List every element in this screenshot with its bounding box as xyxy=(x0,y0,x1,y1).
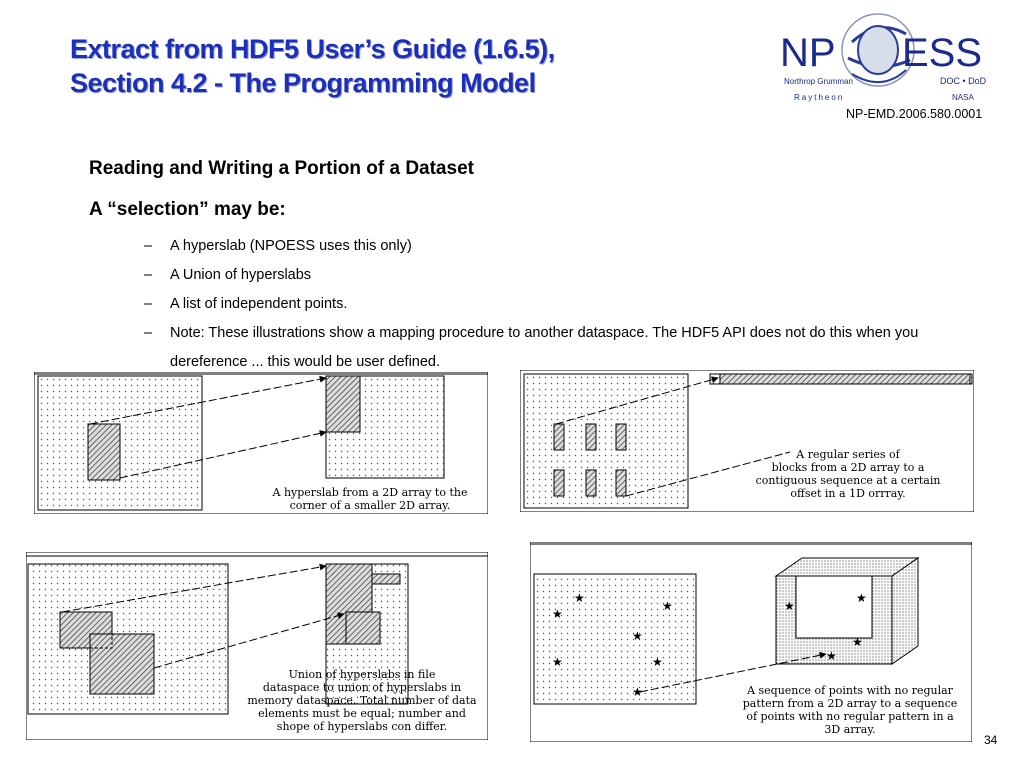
figure-regular-blocks xyxy=(520,370,974,512)
figure-caption-line: blocks from a 2D array to a xyxy=(771,461,925,474)
figure-caption-line: pattern from a 2D array to a sequence xyxy=(742,697,958,710)
figure-caption-line: A regular series of xyxy=(796,448,900,461)
logo-partner1: Northrop Grumman xyxy=(784,77,853,86)
logo-agency1: DOC • DoD xyxy=(940,76,987,86)
logo-name-right: ESS xyxy=(902,31,983,75)
bullet-list xyxy=(144,232,944,377)
bullet-text: A hyperslab (NPOESS uses this only) xyxy=(170,238,412,254)
source-array xyxy=(534,574,696,704)
slide-title-line2: Section 4.2 - The Programming Model xyxy=(70,68,536,98)
figure-union-hyperslabs xyxy=(26,552,488,740)
bullet-text: A Union of hyperslabs xyxy=(170,267,312,283)
figure-caption-line: A sequence of points with no regular xyxy=(747,684,953,697)
svg-text:★: ★ xyxy=(856,591,867,605)
bullet-text: A list of independent points. xyxy=(170,296,348,312)
selection-heading: A “selection” may be: xyxy=(89,199,286,220)
svg-text:★: ★ xyxy=(552,655,563,669)
svg-text:★: ★ xyxy=(574,591,585,605)
npoess-logo xyxy=(778,4,1008,114)
dest-sequence xyxy=(720,374,970,384)
figure-caption-line: corner of a smaller 2D array. xyxy=(289,499,451,512)
svg-text:★: ★ xyxy=(632,629,643,643)
section-heading: Reading and Writing a Portion of a Dataset xyxy=(89,158,474,179)
page-number: 34 xyxy=(984,733,998,747)
bullet-marker: – xyxy=(144,238,153,254)
bullet-marker: – xyxy=(144,325,153,341)
dest-cube xyxy=(776,558,918,664)
svg-text:★: ★ xyxy=(552,607,563,621)
svg-text:★: ★ xyxy=(826,649,837,663)
figure-caption-line: contiguous sequence at a certain xyxy=(755,474,941,487)
svg-text:★: ★ xyxy=(784,599,795,613)
svg-text:★: ★ xyxy=(852,635,863,649)
figure-point-selection xyxy=(530,542,972,742)
bullet-marker: – xyxy=(144,267,153,283)
logo-name-left: NP xyxy=(780,31,836,75)
bullet-marker: – xyxy=(144,296,153,312)
figure-caption-line: dataspace to union of hyperslabs in xyxy=(262,681,462,694)
figure-hyperslab xyxy=(34,372,488,514)
source-array xyxy=(524,374,688,508)
figure-caption-line: 3D array. xyxy=(824,723,876,736)
bullet-item xyxy=(144,261,944,290)
bullet-text: Note: These illustrations show a mapping procedure to another dataspace. The HDF5 API does not do this when you dereference ... this would be user defined. xyxy=(170,325,919,370)
figure-caption-line: memory dataspace. Total number of data xyxy=(247,694,477,707)
figure-caption-line: Union of hyperslabs in file xyxy=(288,668,436,681)
svg-text:★: ★ xyxy=(662,599,673,613)
slide-title-line1: Extract from HDF5 User’s Guide (1.6.5), xyxy=(70,34,555,64)
logo-agency2: NASA xyxy=(952,93,974,102)
logo-partner2: Raytheon xyxy=(794,93,845,102)
svg-text:★: ★ xyxy=(652,655,663,669)
figure-caption-line: offset in a 1D orrray. xyxy=(790,487,906,500)
bullet-item xyxy=(144,319,944,377)
figure-caption-line: A hyperslab from a 2D array to the xyxy=(272,486,468,499)
bullet-item xyxy=(144,232,944,261)
dest-hyperslab xyxy=(326,376,360,432)
figure-caption-line: elements must be equal; number and xyxy=(258,707,466,720)
source-hyperslab xyxy=(88,424,120,480)
slide-title xyxy=(70,32,670,100)
bullet-item xyxy=(144,290,944,319)
svg-text:★: ★ xyxy=(632,685,643,699)
document-number: NP-EMD.2006.580.0001 xyxy=(846,107,983,121)
figure-caption-line: shope of hyperslabs con differ. xyxy=(276,720,448,733)
figure-caption-line: of points with no regular pattern in a xyxy=(746,710,954,723)
